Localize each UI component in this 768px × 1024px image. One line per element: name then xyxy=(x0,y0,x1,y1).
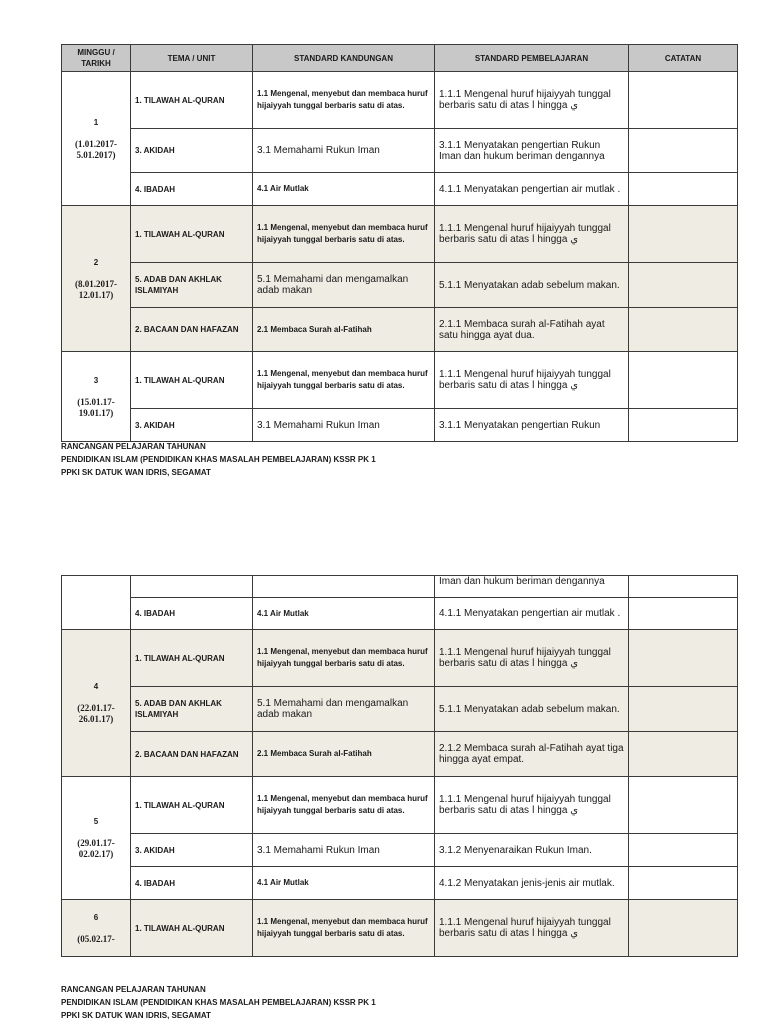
week-date: (1.01.2017-5.01.2017) xyxy=(75,138,117,160)
table-row xyxy=(62,777,738,834)
footer-line-1: RANCANGAN PELAJARAN TAHUNAN xyxy=(61,985,206,994)
catatan-cell xyxy=(629,72,738,129)
tema-cell: 3. AKIDAH xyxy=(131,129,253,173)
tema-cell: 2. BACAAN DAN HAFAZAN xyxy=(131,732,253,777)
table-row xyxy=(62,173,738,206)
table-row xyxy=(62,900,738,957)
week-cell xyxy=(62,630,131,777)
week-date: (15.01.17-19.01.17) xyxy=(77,396,115,418)
catatan-cell xyxy=(629,867,738,900)
catatan-cell xyxy=(629,173,738,206)
catatan-cell xyxy=(629,308,738,352)
kandungan-cell: 1.1 Mengenal, menyebut dan membaca huruf hijaiyyah tunggal berbaris satu di atas. xyxy=(253,777,435,834)
week-date: (8.01.2017-12.01.17) xyxy=(75,278,117,300)
catatan-cell xyxy=(629,732,738,777)
tema-cell: 4. IBADAH xyxy=(131,598,253,630)
footer-line-3: PPKI SK DATUK WAN IDRIS, SEGAMAT xyxy=(61,468,211,477)
week-number: 6 xyxy=(93,912,99,922)
table-row xyxy=(62,598,738,630)
pembelajaran-cell: 2.1.1 Membaca surah al-Fatihah ayat satu hingga ayat dua. xyxy=(435,308,629,352)
footer-line-3: PPKI SK DATUK WAN IDRIS, SEGAMAT xyxy=(61,1011,211,1020)
pembelajaran-cell: 4.1.1 Menyatakan pengertian air mutlak . xyxy=(435,598,629,630)
header-tema: TEMA / UNIT xyxy=(131,45,253,72)
kandungan-cell xyxy=(253,576,435,598)
tema-cell xyxy=(131,576,253,598)
week-cell xyxy=(62,576,131,630)
pembelajaran-cell: 1.1.1 Mengenal huruf hijaiyyah tunggal berbaris satu di atas ا hingga ي xyxy=(435,352,629,409)
kandungan-cell: 4.1 Air Mutlak xyxy=(253,598,435,630)
catatan-cell xyxy=(629,687,738,732)
week-cell xyxy=(62,777,131,900)
week-number: 2 xyxy=(93,257,99,267)
kandungan-cell: 1.1 Mengenal, menyebut dan membaca huruf hijaiyyah tunggal berbaris satu di atas. xyxy=(253,630,435,687)
catatan-cell xyxy=(629,352,738,409)
week-cell xyxy=(62,206,131,352)
header-pembelajaran: STANDARD PEMBELAJARAN xyxy=(435,45,629,72)
pembelajaran-cell: 1.1.1 Mengenal huruf hijaiyyah tunggal berbaris satu di atas ا hingga ي xyxy=(435,206,629,263)
table-row xyxy=(62,687,738,732)
catatan-cell xyxy=(629,409,738,442)
table-row xyxy=(62,834,738,867)
table-header-row xyxy=(62,45,738,72)
kandungan-cell: 3.1 Memahami Rukun Iman xyxy=(253,129,435,173)
footer-line-1: RANCANGAN PELAJARAN TAHUNAN xyxy=(61,442,206,451)
tema-cell: 2. BACAAN DAN HAFAZAN xyxy=(131,308,253,352)
pembelajaran-cell: 3.1.2 Menyenaraikan Rukun Iman. xyxy=(435,834,629,867)
tema-cell: 3. AKIDAH xyxy=(131,409,253,442)
kandungan-cell: 1.1 Mengenal, menyebut dan membaca huruf hijaiyyah tunggal berbaris satu di atas. xyxy=(253,72,435,129)
table-row xyxy=(62,308,738,352)
table-row xyxy=(62,352,738,409)
week-cell xyxy=(62,72,131,206)
catatan-cell xyxy=(629,206,738,263)
catatan-cell xyxy=(629,834,738,867)
pembelajaran-cell: 5.1.1 Menyatakan adab sebelum makan. xyxy=(435,263,629,308)
catatan-cell xyxy=(629,900,738,957)
tema-cell: 1. TILAWAH AL-QURAN xyxy=(131,72,253,129)
week-number: 5 xyxy=(93,817,99,826)
table-row xyxy=(62,263,738,308)
table-row xyxy=(62,630,738,687)
kandungan-cell: 1.1 Mengenal, menyebut dan membaca huruf hijaiyyah tunggal berbaris satu di atas. xyxy=(253,352,435,409)
tema-cell: 4. IBADAH xyxy=(131,867,253,900)
kandungan-cell: 4.1 Air Mutlak xyxy=(253,173,435,206)
kandungan-cell: 1.1 Mengenal, menyebut dan membaca huruf hijaiyyah tunggal berbaris satu di atas. xyxy=(253,900,435,957)
pembelajaran-cell: 3.1.1 Menyatakan pengertian Rukun xyxy=(435,409,629,442)
pembelajaran-cell: Iman dan hukum beriman dengannya xyxy=(435,576,629,598)
catatan-cell xyxy=(629,576,738,598)
table-row xyxy=(62,129,738,173)
kandungan-cell: 2.1 Membaca Surah al-Fatihah xyxy=(253,732,435,777)
kandungan-cell: 3.1 Memahami Rukun Iman xyxy=(253,409,435,442)
kandungan-cell: 4.1 Air Mutlak xyxy=(253,867,435,900)
week-date: (22.01.17-26.01.17) xyxy=(77,703,115,724)
table-row xyxy=(62,409,738,442)
pembelajaran-cell: 1.1.1 Mengenal huruf hijaiyyah tunggal berbaris satu di atas ا hingga ي xyxy=(435,630,629,687)
table-row xyxy=(62,867,738,900)
tema-cell: 5. ADAB DAN AKHLAK ISLAMIYAH xyxy=(131,687,253,732)
kandungan-cell: 2.1 Membaca Surah al-Fatihah xyxy=(253,308,435,352)
kandungan-cell: 1.1 Mengenal, menyebut dan membaca huruf hijaiyyah tunggal berbaris satu di atas. xyxy=(253,206,435,263)
week-number: 1 xyxy=(93,117,99,127)
week-cell xyxy=(62,900,131,957)
catatan-cell xyxy=(629,263,738,308)
catatan-cell xyxy=(629,598,738,630)
footer-line-2: PENDIDIKAN ISLAM (PENDIDIKAN KHAS MASALAH PEMBELAJARAN) KSSR PK 1 xyxy=(61,998,376,1007)
rpt-table-page2 xyxy=(61,575,738,957)
pembelajaran-cell: 4.1.2 Menyatakan jenis-jenis air mutlak. xyxy=(435,867,629,900)
table-row xyxy=(62,206,738,263)
tema-cell: 4. IBADAH xyxy=(131,173,253,206)
table-row xyxy=(62,576,738,598)
header-catatan: CATATAN xyxy=(629,45,738,72)
tema-cell: 1. TILAWAH AL-QURAN xyxy=(131,777,253,834)
table-row xyxy=(62,72,738,129)
table-row xyxy=(62,732,738,777)
pembelajaran-cell: 5.1.1 Menyatakan adab sebelum makan. xyxy=(435,687,629,732)
page2-footer xyxy=(61,983,376,1022)
footer-line-2: PENDIDIKAN ISLAM (PENDIDIKAN KHAS MASALAH PEMBELAJARAN) KSSR PK 1 xyxy=(61,455,376,464)
pembelajaran-cell: 4.1.1 Menyatakan pengertian air mutlak . xyxy=(435,173,629,206)
tema-cell: 1. TILAWAH AL-QURAN xyxy=(131,352,253,409)
tema-cell: 5. ADAB DAN AKHLAK ISLAMIYAH xyxy=(131,263,253,308)
rpt-table-page1 xyxy=(61,44,738,442)
pembelajaran-cell: 1.1.1 Mengenal huruf hijaiyyah tunggal berbaris satu di atas ا hingga ي xyxy=(435,900,629,957)
page1-footer xyxy=(61,440,376,479)
pembelajaran-cell: 1.1.1 Mengenal huruf hijaiyyah tunggal berbaris satu di atas ا hingga ي xyxy=(435,72,629,129)
tema-cell: 1. TILAWAH AL-QURAN xyxy=(131,206,253,263)
catatan-cell xyxy=(629,777,738,834)
tema-cell: 3. AKIDAH xyxy=(131,834,253,867)
pembelajaran-cell: 2.1.2 Membaca surah al-Fatihah ayat tiga hingga ayat empat. xyxy=(435,732,629,777)
kandungan-cell: 5.1 Memahami dan mengamalkan adab makan xyxy=(253,687,435,732)
header-minggu: MINGGU / TARIKH xyxy=(62,45,131,72)
week-number: 3 xyxy=(93,375,99,385)
kandungan-cell: 3.1 Memahami Rukun Iman xyxy=(253,834,435,867)
pembelajaran-cell: 1.1.1 Mengenal huruf hijaiyyah tunggal berbaris satu di atas ا hingga ي xyxy=(435,777,629,834)
week-cell xyxy=(62,352,131,442)
week-date: (05.02.17- xyxy=(77,933,115,944)
week-number: 4 xyxy=(93,682,99,691)
week-date: (29.01.17-02.02.17) xyxy=(77,838,115,859)
catatan-cell xyxy=(629,129,738,173)
tema-cell: 1. TILAWAH AL-QURAN xyxy=(131,630,253,687)
pembelajaran-cell: 3.1.1 Menyatakan pengertian Rukun Iman dan hukum beriman dengannya xyxy=(435,129,629,173)
tema-cell: 1. TILAWAH AL-QURAN xyxy=(131,900,253,957)
header-kandungan: STANDARD KANDUNGAN xyxy=(253,45,435,72)
kandungan-cell: 5.1 Memahami dan mengamalkan adab makan xyxy=(253,263,435,308)
catatan-cell xyxy=(629,630,738,687)
